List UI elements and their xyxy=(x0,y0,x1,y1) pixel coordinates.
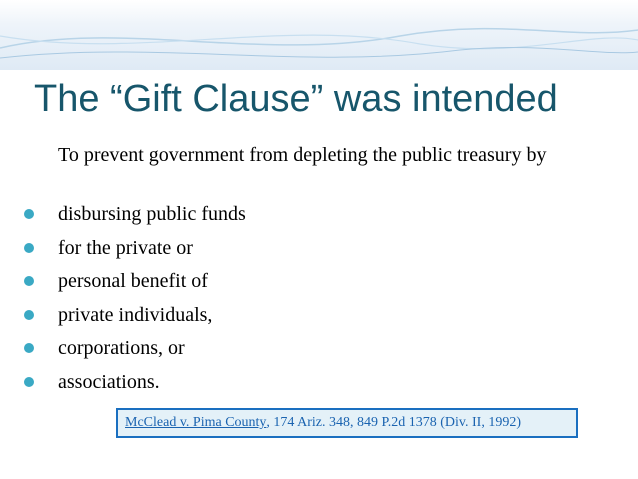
decorative-wave-lines xyxy=(0,0,638,70)
list-item xyxy=(22,302,246,336)
intro-text: To prevent government from depleting the public treasury by xyxy=(58,144,547,166)
bullet-text: corporations, or xyxy=(58,337,185,359)
list-item xyxy=(22,268,246,302)
round-bullet-icon xyxy=(24,276,34,286)
bullet-list xyxy=(22,201,246,402)
bullet-text: private individuals, xyxy=(58,303,213,326)
bullet-text: for the private or xyxy=(58,236,193,259)
bullet-text: disbursing public funds xyxy=(58,203,246,225)
case-name-link[interactable]: McClead v. Pima County xyxy=(125,415,267,430)
round-bullet-icon xyxy=(24,377,34,387)
round-bullet-icon xyxy=(24,243,34,253)
slide-title: The “Gift Clause” was intended xyxy=(34,78,558,120)
list-item xyxy=(22,335,246,369)
list-item xyxy=(22,235,246,269)
citation-text: , 174 Ariz. 348, 849 P.2d 1378 (Div. II, 1992) xyxy=(266,415,521,430)
round-bullet-icon xyxy=(24,209,34,219)
bullet-text: associations. xyxy=(58,370,160,393)
round-bullet-icon xyxy=(24,343,34,353)
bullet-text: personal benefit of xyxy=(58,270,208,292)
citation-box xyxy=(116,408,578,438)
round-bullet-icon xyxy=(24,310,34,320)
list-item xyxy=(22,201,246,235)
list-item xyxy=(22,369,246,403)
